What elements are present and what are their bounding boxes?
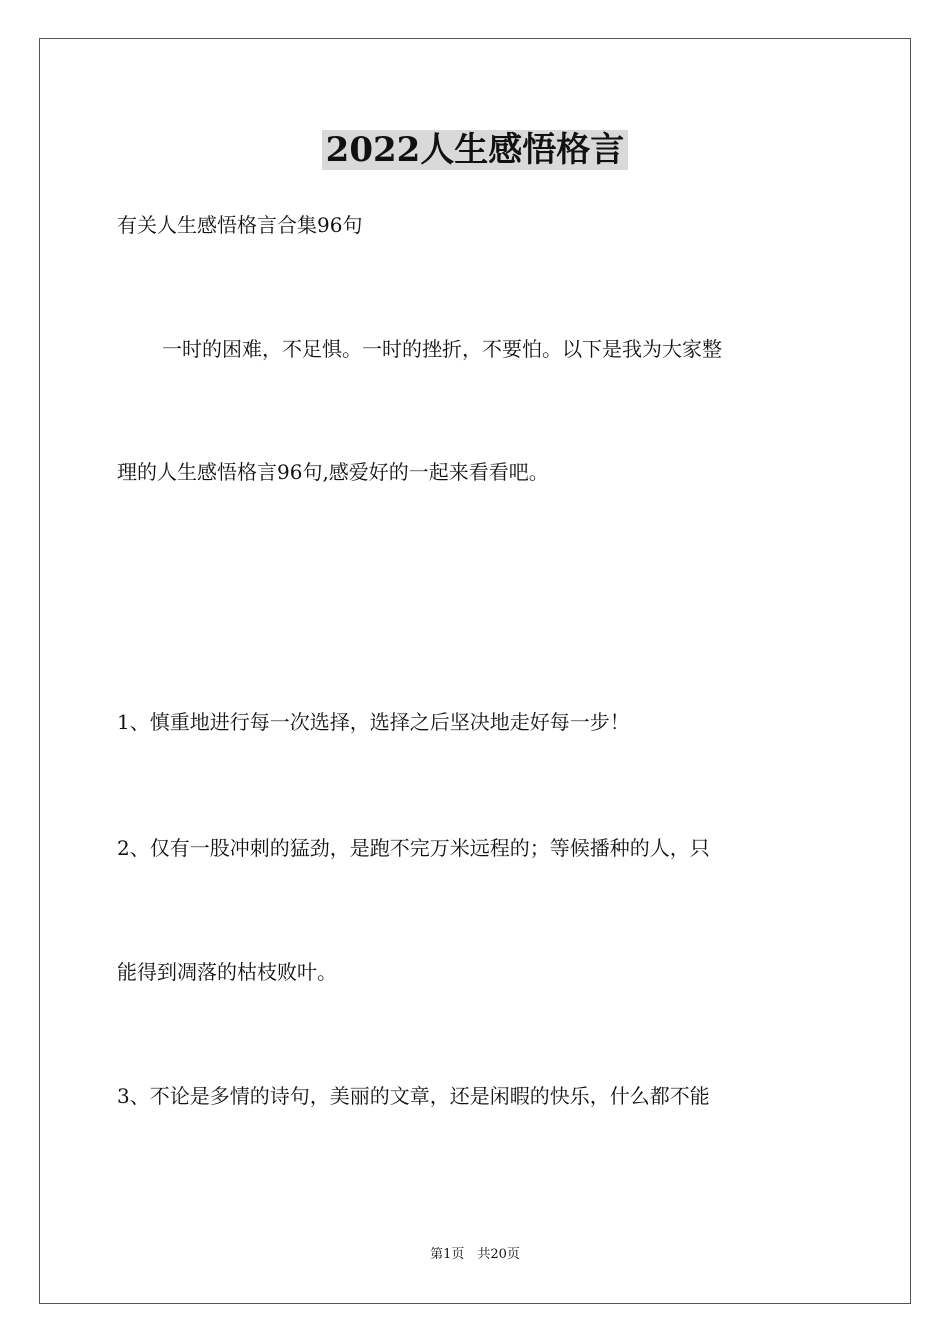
document-title-text: 2022人生感悟格言 — [322, 130, 629, 170]
list-item-2-line-2: 能得到凋落的枯枝败叶。 — [117, 960, 337, 984]
page-number: 第1页 共20页 — [430, 1247, 520, 1262]
list-item-2-line-1: 2、仅有一股冲刺的猛劲，是跑不完万米远程的；等候播种的人，只 — [117, 836, 710, 860]
document-subtitle: 有关人生感悟格言合集96句 — [117, 213, 363, 237]
list-item-1: 1、慎重地进行每一次选择，选择之后坚决地走好每一步！ — [117, 710, 630, 734]
intro-line-1: 一时的困难，不足惧。一时的挫折，不要怕。以下是我为大家整 — [162, 337, 722, 361]
list-item-3-line-1: 3、不论是多情的诗句，美丽的文章，还是闲暇的快乐，什么都不能 — [117, 1084, 710, 1108]
document-title — [0, 128, 950, 172]
intro-line-2: 理的人生感悟格言96句,感爱好的一起来看看吧。 — [117, 460, 549, 484]
